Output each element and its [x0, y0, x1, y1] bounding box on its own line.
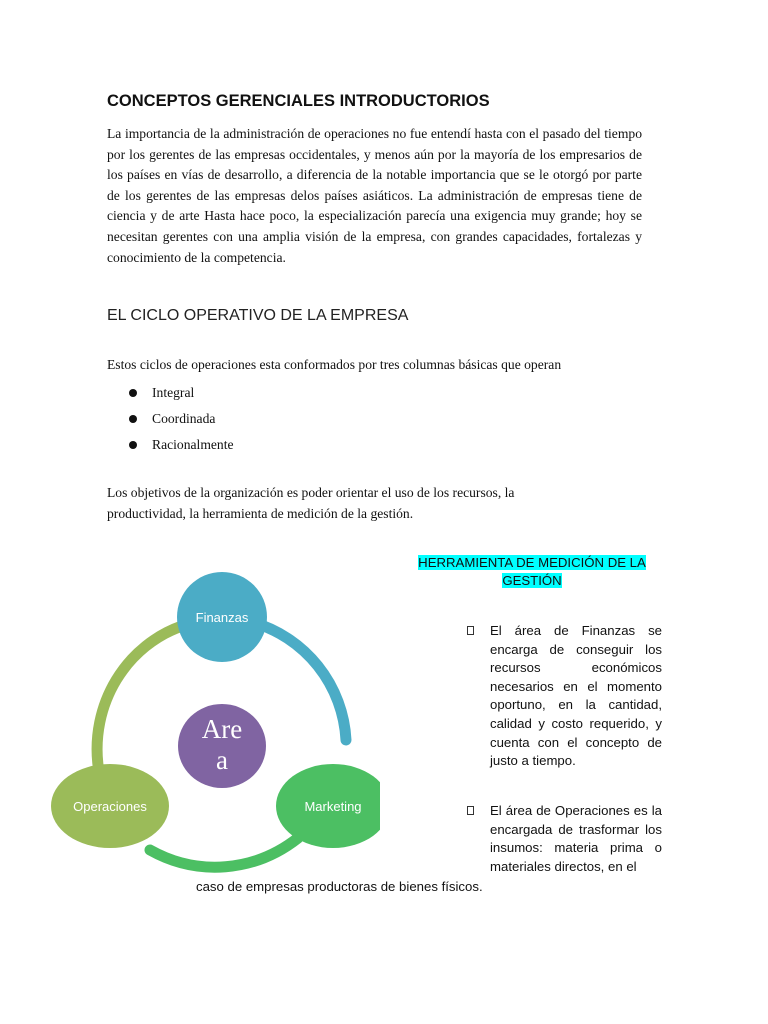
- node-marketing-label: Marketing: [304, 799, 362, 814]
- intro-paragraph: La importancia de la administración de operaciones no fue entendí hasta con el pasado del tiempo por los gerentes de las empresas occidentales, y menos aún por la mayoría de los empresarios de los países en vías de desarrollo, a diferencia de la notable importancia que se le otorgó por parte de los gerentes de las empresas delos países asiáticos. La administración de empresas tiene de ciencia y de arte Hasta hace poco, la especialización parecía una exigencia muy grande; hoy se necesitan gerentes con una amplia visión de la empresa, con grandes capacidades, fortalezas y conocimiento de la competencia.: [107, 126, 642, 265]
- cycle-intro-paragraph: Estos ciclos de operaciones esta conformados por tres columnas básicas que operan: [107, 357, 562, 372]
- bullet-dot-icon: [129, 415, 137, 423]
- arc-finanzas-marketing: [252, 622, 346, 740]
- node-operaciones-label: Operaciones: [73, 799, 147, 814]
- tool-title: [408, 554, 656, 590]
- bullet-item: Racionalmente: [107, 435, 234, 461]
- bullet-dot-icon: [129, 389, 137, 397]
- page-heading: CONCEPTOS GERENCIALES INTRODUCTORIOS: [107, 92, 490, 110]
- bullet-dot-icon: [129, 441, 137, 449]
- bullet-item: Integral: [107, 383, 234, 409]
- checkbox-bullet-icon: [467, 806, 474, 815]
- checkbox-bullet-icon: [467, 626, 474, 635]
- tool-item-finanzas: El área de Finanzas se encarga de conseguir los recursos económicos necesarios en el momento oportuno, en la cantidad, calidad y costo requerido, y cuenta con el concepto de justo a tiempo.: [467, 622, 662, 771]
- section-title: EL CICLO OPERATIVO DE LA EMPRESA: [107, 307, 409, 324]
- tool-item-continuation: caso de empresas productoras de bienes físicos.: [196, 879, 483, 894]
- tool-title-line2: GESTIÓN: [502, 573, 562, 588]
- bullet-item: Coordinada: [107, 409, 234, 435]
- node-finanzas-label: Finanzas: [195, 610, 249, 625]
- node-center-label-line1: Are: [201, 714, 243, 744]
- tool-item-operaciones: El área de Operaciones es la encargada de trasformar los insumos: materia prima o materiales directos, en el: [467, 802, 662, 876]
- node-center-label-line2: a: [216, 745, 228, 775]
- objectives-paragraph: Los objetivos de la organización es poder orientar el uso de los recursos, la productividad, la herramienta de medición de la gestión.: [107, 485, 515, 521]
- tool-title-line1: HERRAMIENTA DE MEDICIÓN DE LA: [418, 555, 646, 570]
- bullet-list: [107, 383, 234, 461]
- operations-cycle-diagram: [40, 560, 380, 890]
- arc-operaciones-finanzas: [97, 626, 182, 765]
- arc-marketing-operaciones: [150, 838, 298, 867]
